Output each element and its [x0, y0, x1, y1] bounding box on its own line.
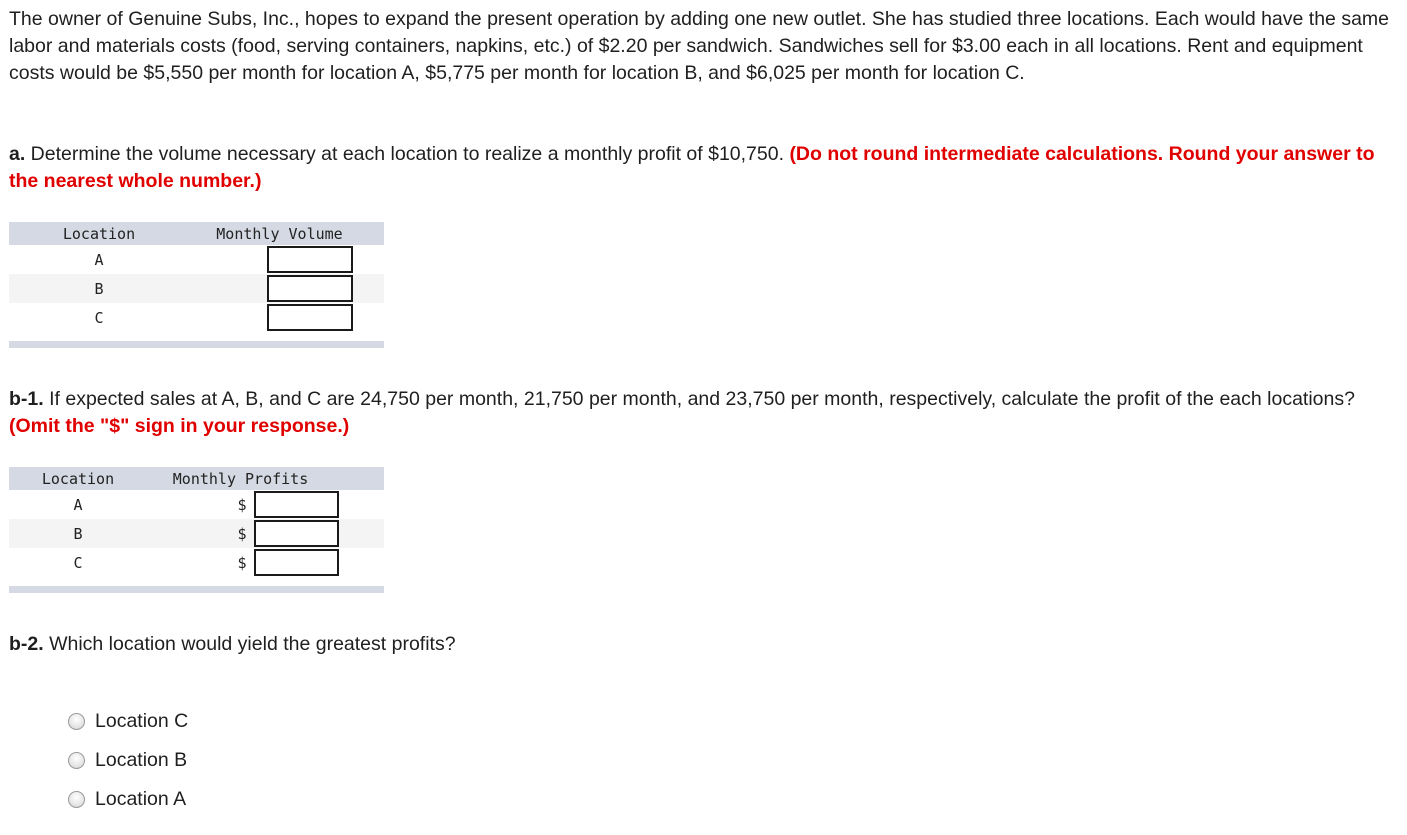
part-b1-note: (Omit the "$" sign in your response.): [9, 415, 350, 437]
location-header: Location: [9, 222, 189, 245]
part-b2-label: b-2.: [9, 633, 44, 655]
table-row: [9, 519, 384, 548]
option-location-b[interactable]: [68, 747, 187, 773]
part-a-label: a.: [9, 143, 26, 165]
radio-button-icon[interactable]: [68, 791, 85, 808]
profit-input-a[interactable]: [254, 491, 339, 518]
monthly-volume-header: Monthly Volume: [189, 222, 384, 245]
profits-table: [9, 467, 384, 577]
option-location-c[interactable]: [68, 708, 188, 734]
volume-input-c[interactable]: [267, 304, 353, 331]
location-cell: B: [9, 519, 147, 548]
table-row: [9, 303, 384, 332]
table-footer-bar: [9, 341, 384, 348]
location-header: Location: [9, 467, 147, 490]
option-label: Location A: [95, 787, 187, 810]
option-label: Location C: [95, 709, 189, 732]
profit-input-b[interactable]: [254, 520, 339, 547]
location-cell: C: [94, 308, 104, 327]
part-b1-text: If expected sales at A, B, and C are 24,750 per month, 21,750 per month, and 23,750 per month, respectively, calculate the profit of the each locations?: [43, 388, 1355, 410]
table-row: [9, 245, 384, 274]
monthly-profits-header: Monthly Profits: [147, 467, 384, 490]
volume-input-b[interactable]: [267, 275, 353, 302]
table-row: [9, 548, 384, 577]
part-b1-label: b-1.: [9, 388, 44, 410]
dollar-sign: $: [237, 495, 247, 514]
radio-button-icon[interactable]: [68, 752, 85, 769]
volume-table: [9, 222, 384, 332]
option-location-a[interactable]: [68, 786, 186, 812]
part-a-question: [9, 141, 1401, 195]
part-a-text: Determine the volume necessary at each location to realize a monthly profit of $10,750.: [25, 143, 790, 165]
table-row: [9, 490, 384, 519]
part-b1-question: [9, 386, 1401, 440]
dollar-sign: $: [237, 524, 247, 543]
volume-input-a[interactable]: [267, 246, 353, 273]
profits-table-header: [9, 467, 384, 490]
table-footer-bar: [9, 586, 384, 593]
volume-table-header: [9, 222, 384, 245]
location-cell: A: [73, 495, 83, 514]
part-b2-question: [9, 631, 1401, 658]
problem-intro: The owner of Genuine Subs, Inc., hopes to expand the present operation by adding one new outlet. She has studied three locations. Each would have the same labor and materials costs (food, serving containers, napkins, etc.) of $2.20 per sandwich. Sandwiches sell for $3.00 each in all locations. Rent and equipment costs would be $5,550 per month for location A, $5,775 per month for location B, and $6,025 per month for location C.: [9, 8, 1389, 84]
part-b2-text: Which location would yield the greatest profits?: [43, 633, 456, 655]
location-cell: B: [9, 274, 189, 303]
option-label: Location B: [95, 748, 188, 771]
part-a-note: (Do not round intermediate calculations. Round your answer to the nearest whole number.): [9, 143, 1375, 192]
profit-input-c[interactable]: [254, 549, 339, 576]
location-cell: C: [73, 553, 83, 572]
radio-button-icon[interactable]: [68, 713, 85, 730]
location-cell: A: [94, 250, 104, 269]
dollar-sign: $: [237, 553, 247, 572]
table-row: [9, 274, 384, 303]
